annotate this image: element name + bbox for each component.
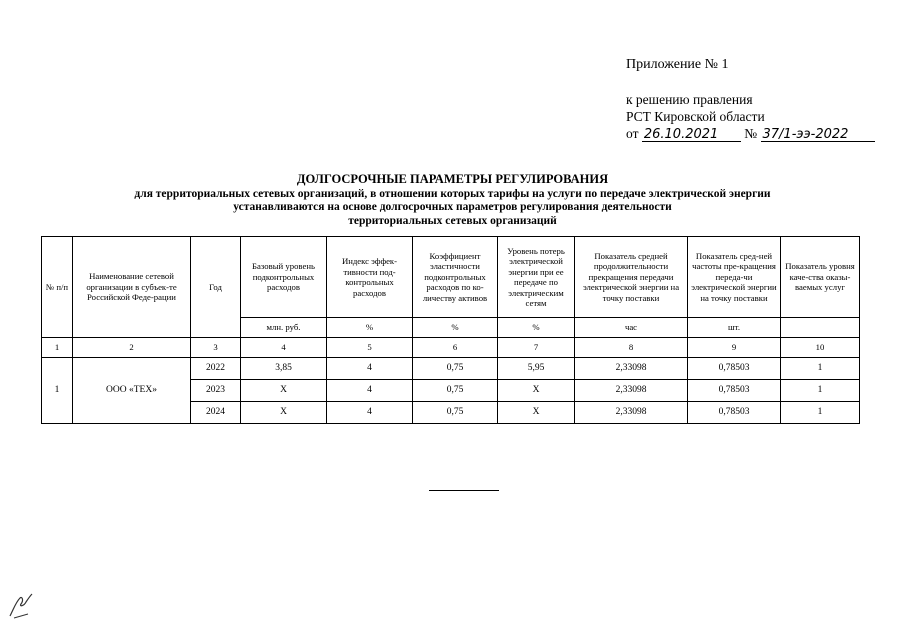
column-number: 5 — [327, 338, 413, 358]
appendix-label: Приложение № 1 — [626, 57, 729, 72]
year-cell: 2023 — [191, 380, 241, 402]
data-cell: 5,95 — [498, 358, 575, 380]
org-index-cell: 1 — [42, 358, 73, 424]
title-line-2: для территориальных сетевых организаций, в отношении которых тарифы на услуги по передаче электрической энергии — [134, 187, 771, 200]
column-number: 10 — [781, 338, 860, 358]
data-cell: 2,33098 — [575, 358, 688, 380]
date-prefix: от — [626, 126, 639, 141]
data-cell: 0,75 — [413, 380, 498, 402]
column-number: 2 — [73, 338, 191, 358]
data-cell: 4 — [327, 358, 413, 380]
header-cell: Показатель уровня каче-ства оказы-ваемых услуг — [781, 237, 860, 318]
header-cell: Показатель средней продолжительности прекращения передачи электрической энергии на точку поставки — [575, 237, 688, 318]
column-number: 3 — [191, 338, 241, 358]
unit-cell: % — [498, 318, 575, 338]
title-line-4: территориальных сетевых организаций — [348, 214, 557, 227]
data-cell: 0,78503 — [688, 358, 781, 380]
header-cell: Показатель сред-ней частоты пре-кращения переда-чи электрической энергии на точку поставки — [688, 237, 781, 318]
data-cell: 3,85 — [241, 358, 327, 380]
column-number-row — [42, 338, 860, 358]
data-cell: 1 — [781, 402, 860, 424]
header-cell: № п/п — [42, 237, 73, 338]
data-cell: 0,75 — [413, 358, 498, 380]
signature-mark — [6, 590, 36, 620]
decision-date-line — [626, 125, 875, 142]
data-cell: 4 — [327, 380, 413, 402]
header-cell: Уровень потерь электрической энергии при ее передаче по электрическим сетям — [498, 237, 575, 318]
data-cell: 0,78503 — [688, 402, 781, 424]
unit-cell: % — [413, 318, 498, 338]
org-name-cell: ООО «ТЕХ» — [73, 358, 191, 424]
data-cell: 0,75 — [413, 402, 498, 424]
decision-line-1: к решению правления — [626, 92, 753, 107]
header-cell: Базовый уровень подконтрольных расходов — [241, 237, 327, 318]
data-cell: Х — [241, 402, 327, 424]
unit-cell: шт. — [688, 318, 781, 338]
handwritten-number: 37/1-ээ-2022 — [761, 128, 875, 142]
title-line-3: устанавливаются на основе долгосрочных параметров регулирования деятельности — [233, 201, 672, 213]
year-cell: 2024 — [191, 402, 241, 424]
data-cell: 2,33098 — [575, 402, 688, 424]
header-cell: Индекс эффек-тивности под-контрольных расходов — [327, 237, 413, 318]
unit-cell — [781, 318, 860, 338]
data-cell: Х — [241, 380, 327, 402]
column-number: 7 — [498, 338, 575, 358]
data-cell: 0,78503 — [688, 380, 781, 402]
data-cell: 1 — [781, 358, 860, 380]
end-divider — [429, 490, 499, 491]
number-prefix: № — [744, 126, 758, 141]
unit-cell: % — [327, 318, 413, 338]
column-number: 1 — [42, 338, 73, 358]
header-cell: Год — [191, 237, 241, 338]
document-title — [0, 173, 905, 228]
data-cell: 4 — [327, 402, 413, 424]
handwritten-date: 26.10.2021 — [642, 128, 741, 142]
column-number: 9 — [688, 338, 781, 358]
table-row — [42, 358, 860, 380]
decision-reference — [626, 91, 875, 142]
header-cell: Наименование сетевой организации в субъек-те Российской Феде-рации — [73, 237, 191, 338]
header-cell: Коэффициент эластичности подконтрольных расходов по ко-личеству активов — [413, 237, 498, 318]
header-row — [42, 237, 860, 318]
column-number: 4 — [241, 338, 327, 358]
parameters-table — [41, 236, 860, 424]
data-cell: Х — [498, 380, 575, 402]
year-cell: 2022 — [191, 358, 241, 380]
unit-cell: час — [575, 318, 688, 338]
data-cell: 2,33098 — [575, 380, 688, 402]
unit-cell: млн. руб. — [241, 318, 327, 338]
column-number: 6 — [413, 338, 498, 358]
column-number: 8 — [575, 338, 688, 358]
title-main: ДОЛГОСРОЧНЫЕ ПАРАМЕТРЫ РЕГУЛИРОВАНИЯ — [296, 172, 609, 186]
data-cell: 1 — [781, 380, 860, 402]
data-cell: Х — [498, 402, 575, 424]
decision-line-2: РСТ Кировской области — [626, 109, 765, 124]
